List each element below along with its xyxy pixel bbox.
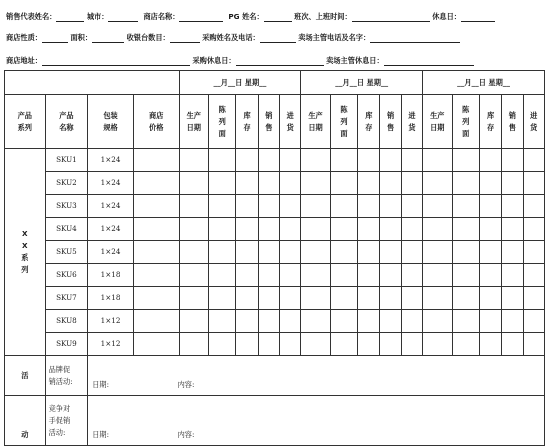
store-name-field[interactable] [179,13,223,22]
entry-cell[interactable] [380,333,401,356]
shift-time-label: 班次、上班时间： [294,12,352,21]
entry-cell[interactable] [301,333,330,356]
entry-cell[interactable] [301,195,330,218]
entry-cell[interactable] [179,310,208,333]
pack-size: 1×24 [88,172,134,195]
col-display: 陈 列 面 [452,95,479,149]
col-display: 陈 列 面 [330,95,357,149]
sku-row [5,218,545,241]
col-sales: 销 售 [502,95,523,149]
area-field[interactable] [92,34,124,43]
col-prod-date: 生产 日期 [301,95,330,149]
entry-cell[interactable] [179,218,208,241]
col-category: 产品 系列 [5,95,46,149]
sku-name: SKU9 [45,333,88,356]
store-address-label: 商店地址： [6,56,42,65]
store-type-field[interactable] [42,34,68,43]
entry-cell[interactable] [236,172,258,195]
entry-cell[interactable] [208,218,235,241]
col-purchase: 进 货 [523,95,544,149]
header-spacer [5,71,180,95]
entry-cell[interactable] [179,333,208,356]
price-cell[interactable] [133,218,179,241]
entry-cell[interactable] [330,172,357,195]
entry-cell[interactable] [502,195,523,218]
entry-cell[interactable] [358,333,380,356]
pack-size: 1×12 [88,310,134,333]
entry-cell[interactable] [502,287,523,310]
buyer-rest-day-field[interactable] [236,57,324,66]
cashier-count-label: 收银台数目： [126,33,170,42]
entry-cell[interactable] [401,333,422,356]
sku-row [5,287,545,310]
entry-cell[interactable] [330,264,357,287]
brand-promo-content-label: 内容: [177,380,195,389]
entry-cell[interactable] [258,218,279,241]
city-label: 城市： [86,12,109,21]
week-header-row [5,71,545,95]
sku-name: SKU3 [45,195,88,218]
sku-row [5,241,545,264]
cashier-count-field[interactable] [170,34,200,43]
sku-row [5,333,545,356]
sku-row [5,172,545,195]
sku-name: SKU1 [45,149,88,172]
entry-cell[interactable] [452,287,479,310]
entry-cell[interactable] [380,149,401,172]
entry-cell[interactable] [401,310,422,333]
rest-day-label: 休息日： [432,12,461,21]
entry-cell[interactable] [401,218,422,241]
entry-cell[interactable] [523,241,544,264]
pack-size: 1×18 [88,264,134,287]
entry-cell[interactable] [330,149,357,172]
manager-rest-day-field[interactable] [384,57,474,66]
entry-cell[interactable] [258,333,279,356]
manager-contact-field[interactable] [370,34,460,43]
entry-cell[interactable] [358,149,380,172]
entry-cell[interactable] [423,287,452,310]
entry-cell[interactable] [179,149,208,172]
column-header-row [5,95,545,149]
entry-cell[interactable] [479,218,501,241]
entry-cell[interactable] [523,333,544,356]
pack-size: 1×12 [88,333,134,356]
entry-cell[interactable] [380,264,401,287]
entry-cell[interactable] [330,310,357,333]
sku-row [5,310,545,333]
entry-cell[interactable] [380,241,401,264]
entry-cell[interactable] [258,195,279,218]
pack-size: 1×24 [88,149,134,172]
entry-cell[interactable] [280,172,301,195]
shift-time-field[interactable] [352,13,430,22]
manager-rest-day-label: 卖场主管休息日： [326,56,384,65]
sku-name: SKU2 [45,172,88,195]
entry-cell[interactable] [479,287,501,310]
pack-size: 1×18 [88,287,134,310]
entry-cell[interactable] [280,310,301,333]
sku-row [5,195,545,218]
entry-cell[interactable] [423,241,452,264]
entry-cell[interactable] [330,333,357,356]
price-cell[interactable] [133,149,179,172]
entry-cell[interactable] [502,333,523,356]
entry-cell[interactable] [401,172,422,195]
entry-cell[interactable] [401,195,422,218]
pg-name-field[interactable] [264,13,292,22]
entry-cell[interactable] [423,264,452,287]
brand-promo-label: 品牌促 销活动: [45,356,88,396]
entry-cell[interactable] [258,310,279,333]
price-cell[interactable] [133,241,179,264]
entry-cell[interactable] [280,287,301,310]
store-address-field[interactable] [42,57,190,66]
entry-cell[interactable] [330,195,357,218]
competitor-promo-date-label: 日期: [92,430,110,439]
header-line-1 [6,12,495,22]
pack-size: 1×24 [88,241,134,264]
col-display: 陈 列 面 [208,95,235,149]
entry-cell[interactable] [423,195,452,218]
brand-promo-fields [88,356,545,396]
entry-cell[interactable] [502,172,523,195]
sku-name: SKU5 [45,241,88,264]
entry-cell[interactable] [358,241,380,264]
entry-cell[interactable] [236,287,258,310]
col-prod-date: 生产 日期 [423,95,452,149]
entry-cell[interactable] [401,241,422,264]
col-stock: 库 存 [236,95,258,149]
city-field[interactable] [108,13,138,22]
brand-promo-date-label: 日期: [92,380,110,389]
activity-label-top: 活 [5,356,46,396]
entry-cell[interactable] [523,264,544,287]
entry-cell[interactable] [401,149,422,172]
entry-cell[interactable] [401,287,422,310]
sku-name: SKU6 [45,264,88,287]
sku-name: SKU4 [45,218,88,241]
store-type-label: 商店性质： [6,33,42,42]
entry-cell[interactable] [423,172,452,195]
week-header-3: __月__日 星期__ [423,71,545,95]
entry-cell[interactable] [423,333,452,356]
entry-cell[interactable] [301,149,330,172]
entry-cell[interactable] [523,149,544,172]
entry-cell[interactable] [523,195,544,218]
pack-size: 1×24 [88,195,134,218]
entry-cell[interactable] [280,264,301,287]
entry-cell[interactable] [208,287,235,310]
entry-cell[interactable] [258,172,279,195]
entry-cell[interactable] [258,287,279,310]
entry-cell[interactable] [479,333,501,356]
rep-name-label: 销售代表姓名： [6,12,57,21]
entry-cell[interactable] [502,218,523,241]
entry-cell[interactable] [236,195,258,218]
entry-cell[interactable] [236,264,258,287]
entry-cell[interactable] [423,310,452,333]
entry-cell[interactable] [236,149,258,172]
entry-cell[interactable] [236,218,258,241]
col-purchase: 进 货 [401,95,422,149]
entry-cell[interactable] [301,241,330,264]
entry-cell[interactable] [208,241,235,264]
entry-cell[interactable] [330,287,357,310]
header-line-3 [6,56,474,66]
entry-cell[interactable] [523,172,544,195]
entry-cell[interactable] [479,149,501,172]
entry-cell[interactable] [358,264,380,287]
entry-cell[interactable] [401,264,422,287]
sku-tracking-table [4,70,545,446]
col-product: 产品 名称 [45,95,88,149]
entry-cell[interactable] [479,195,501,218]
price-cell[interactable] [133,172,179,195]
entry-cell[interactable] [452,241,479,264]
entry-cell[interactable] [502,241,523,264]
entry-cell[interactable] [280,149,301,172]
entry-cell[interactable] [330,241,357,264]
price-cell[interactable] [133,287,179,310]
entry-cell[interactable] [208,333,235,356]
entry-cell[interactable] [236,241,258,264]
col-price: 商店 价格 [133,95,179,149]
entry-cell[interactable] [258,149,279,172]
series-label: X X 系 列 [5,149,46,356]
entry-cell[interactable] [179,195,208,218]
entry-cell[interactable] [452,149,479,172]
entry-cell[interactable] [358,287,380,310]
price-cell[interactable] [133,264,179,287]
col-prod-date: 生产 日期 [179,95,208,149]
entry-cell[interactable] [502,310,523,333]
competitor-promo-fields [88,396,545,446]
entry-cell[interactable] [523,287,544,310]
entry-cell[interactable] [208,195,235,218]
entry-cell[interactable] [258,264,279,287]
buyer-contact-label: 采购姓名及电话： [202,33,260,42]
entry-cell[interactable] [280,218,301,241]
entry-cell[interactable] [236,333,258,356]
entry-cell[interactable] [301,264,330,287]
entry-cell[interactable] [479,264,501,287]
entry-cell[interactable] [380,172,401,195]
sku-name: SKU8 [45,310,88,333]
store-name-label: 商店名称： [143,12,180,21]
entry-cell[interactable] [479,241,501,264]
entry-cell[interactable] [208,172,235,195]
entry-cell[interactable] [358,172,380,195]
entry-cell[interactable] [358,310,380,333]
entry-cell[interactable] [523,218,544,241]
price-cell[interactable] [133,333,179,356]
entry-cell[interactable] [380,195,401,218]
entry-cell[interactable] [452,195,479,218]
entry-cell[interactable] [258,241,279,264]
area-label: 面积： [70,33,93,42]
entry-cell[interactable] [280,195,301,218]
entry-cell[interactable] [423,149,452,172]
col-sales: 销 售 [380,95,401,149]
entry-cell[interactable] [452,310,479,333]
entry-cell[interactable] [301,218,330,241]
entry-cell[interactable] [330,218,357,241]
competitor-promo-row [5,396,545,446]
entry-cell[interactable] [280,333,301,356]
entry-cell[interactable] [358,218,380,241]
col-purchase: 进 货 [280,95,301,149]
competitor-promo-content-label: 内容: [177,430,195,439]
entry-cell[interactable] [423,218,452,241]
brand-promo-row [5,356,545,396]
entry-cell[interactable] [301,172,330,195]
col-sales: 销 售 [258,95,279,149]
entry-cell[interactable] [452,264,479,287]
sku-name: SKU7 [45,287,88,310]
activity-label-bottom: 动 [5,396,46,446]
price-cell[interactable] [133,195,179,218]
competitor-promo-label: 竞争对 手促销 活动: [45,396,88,446]
entry-cell[interactable] [452,333,479,356]
entry-cell[interactable] [479,172,501,195]
entry-cell[interactable] [208,310,235,333]
week-header-2: __月__日 星期__ [301,71,423,95]
entry-cell[interactable] [208,264,235,287]
entry-cell[interactable] [301,287,330,310]
entry-cell[interactable] [358,195,380,218]
entry-cell[interactable] [380,218,401,241]
rep-name-field[interactable] [56,13,84,22]
entry-cell[interactable] [502,264,523,287]
entry-cell[interactable] [280,241,301,264]
pack-size: 1×24 [88,218,134,241]
rest-day-field[interactable] [461,13,495,22]
header-line-2 [6,33,460,43]
sku-row [5,149,545,172]
buyer-rest-day-label: 采购休息日： [192,56,236,65]
entry-cell[interactable] [208,149,235,172]
entry-cell[interactable] [179,264,208,287]
entry-cell[interactable] [380,287,401,310]
manager-contact-label: 卖场主管电话及名字： [298,33,371,42]
week-header-1: __月__日 星期__ [179,71,301,95]
price-cell[interactable] [133,310,179,333]
entry-cell[interactable] [179,172,208,195]
entry-cell[interactable] [479,310,501,333]
col-stock: 库 存 [479,95,501,149]
sku-row [5,264,545,287]
entry-cell[interactable] [236,310,258,333]
pg-name-label: PG 姓名： [228,12,264,21]
buyer-contact-field[interactable] [260,34,296,43]
col-pack: 包装 规格 [88,95,134,149]
col-stock: 库 存 [358,95,380,149]
entry-cell[interactable] [380,310,401,333]
entry-cell[interactable] [502,149,523,172]
entry-cell[interactable] [301,310,330,333]
entry-cell[interactable] [452,218,479,241]
entry-cell[interactable] [452,172,479,195]
entry-cell[interactable] [523,310,544,333]
entry-cell[interactable] [179,287,208,310]
entry-cell[interactable] [179,241,208,264]
